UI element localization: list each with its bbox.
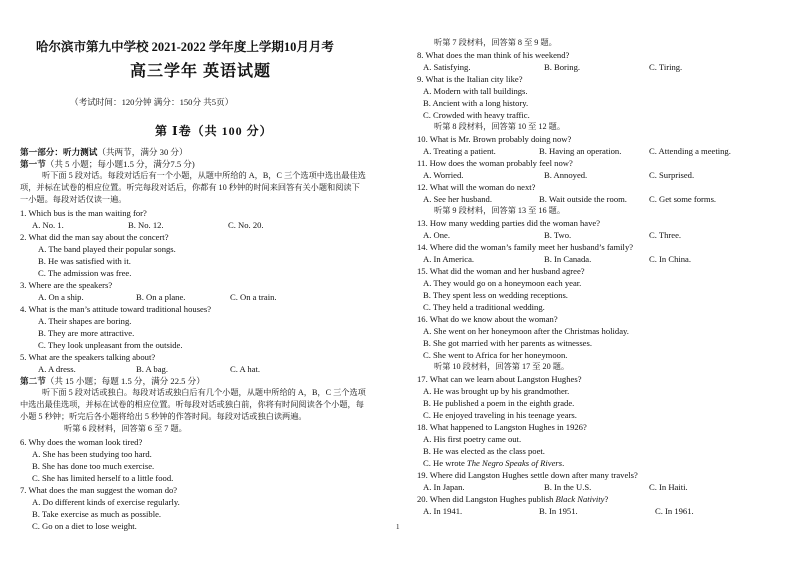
listening-instruction: 听第 7 段材料，回答第 8 至 9 题。	[434, 38, 557, 47]
q16-option-b[interactable]: B. She got married with her parents as witnesses.	[423, 338, 592, 348]
q7-option-c[interactable]: C. Go on a diet to lose weight.	[32, 521, 137, 531]
sec2-label: 第二节	[20, 376, 46, 386]
part1-rest: （共两节，满分 30 分）	[97, 147, 188, 157]
question-16: 16. What do we know about the woman?	[417, 314, 558, 324]
q9-option-b[interactable]: B. Ancient with a long history.	[423, 98, 529, 108]
q3-option-b[interactable]: B. On a plane.	[136, 292, 186, 302]
part1-heading	[20, 147, 188, 157]
q15-option-a[interactable]: A. They would go on a honeymoon each year.	[423, 278, 582, 288]
sec1-instruction-line: 听下面 5 段对话。每段对话后有一个小题，从题中所给的 A，B，C 三个选项中选出最佳选	[42, 171, 366, 180]
q13-option-a[interactable]: A. One.	[423, 230, 450, 240]
q4-option-c[interactable]: C. They look unpleasant from the outside.	[38, 340, 183, 350]
q18-c-title: The Negro Speaks of Rivers	[466, 458, 563, 468]
q4-option-b[interactable]: B. They are more attractive.	[38, 328, 135, 338]
q4-option-a[interactable]: A. Their shapes are boring.	[38, 316, 132, 326]
sec1-label: 第一节	[20, 159, 46, 169]
question-4: 4. What is the man’s attitude toward traditional houses?	[20, 304, 212, 314]
sec2-instruction-line: 听下面 5 段对话或独白。每段对话或独白后有几个小题，从题中所给的 A，B，C 三个选项	[42, 388, 366, 397]
q17-option-c[interactable]: C. He enjoyed traveling in his teenage years.	[423, 410, 577, 420]
question-13: 13. How many wedding parties did the woman have?	[417, 218, 601, 228]
q16-option-a[interactable]: A. She went on her honeymoon after the Christmas holiday.	[423, 326, 629, 336]
q20-option-b[interactable]: B. In 1951.	[539, 506, 578, 516]
q12-option-b[interactable]: B. Wait outside the room.	[539, 194, 627, 204]
q17-option-a[interactable]: A. He was brought up by his grandmother.	[423, 386, 570, 396]
q12-option-a[interactable]: A. See her husband.	[423, 194, 492, 204]
section-title: 第 Ⅰ卷（共 100 分）	[155, 124, 273, 138]
q1-option-b[interactable]: B. No. 12.	[128, 220, 164, 230]
q18-option-c[interactable]	[423, 458, 564, 468]
sec1-heading	[20, 159, 195, 169]
sec2-rest: （共 15 小题；每题 1.5 分，满分 22.5 分）	[45, 376, 205, 386]
q20-option-a[interactable]: A. In 1941.	[423, 506, 463, 516]
q6-option-b[interactable]: B. She has done too much exercise.	[32, 461, 155, 471]
q7-option-b[interactable]: B. Take exercise as much as possible.	[32, 509, 162, 519]
question-10: 10. What is Mr. Brown probably doing now?	[417, 134, 572, 144]
question-6: 6. Why does the woman look tired?	[20, 437, 143, 447]
sec2-heading	[20, 376, 205, 386]
q7-option-a[interactable]: A. Do different kinds of exercise regularly.	[32, 497, 180, 507]
sec2-instruction-line: 中选出最佳选项，并标在试卷的相应位置。听每段对话或独白前，你将有时间阅读各个小题，每	[20, 400, 364, 409]
part1-label: 第一部分：听力测试	[20, 147, 98, 157]
listening-instruction: 听第 10 段材料，回答第 17 至 20 题。	[434, 362, 570, 371]
q8-option-b[interactable]: B. Boring.	[544, 62, 581, 72]
q14-option-b[interactable]: B. In Canada.	[544, 254, 592, 264]
q14-option-c[interactable]: C. In China.	[649, 254, 692, 264]
question-1: 1. Which bus is the man waiting for?	[20, 208, 147, 218]
question-11: 11. How does the woman probably feel now?	[417, 158, 573, 168]
sec1-instruction-line: 一小题。每段对话仅读一遍。	[20, 195, 127, 204]
q18-c-prefix: C. He wrote	[423, 458, 467, 468]
q5-option-a[interactable]: A. A dress.	[38, 364, 76, 374]
q11-option-a[interactable]: A. Worried.	[423, 170, 464, 180]
q6-option-c[interactable]: C. She has limited herself to a little food.	[32, 473, 174, 483]
question-2: 2. What did the man say about the concert?	[20, 232, 169, 242]
q5-option-c[interactable]: C. A hat.	[230, 364, 261, 374]
q12-option-c[interactable]: C. Get some forms.	[649, 194, 717, 204]
question-9: 9. What is the Italian city like?	[417, 74, 523, 84]
question-18: 18. What happened to Langston Hughes in 1926?	[417, 422, 587, 432]
q2-option-a[interactable]: A. The band played their popular songs.	[38, 244, 176, 254]
q8-option-a[interactable]: A. Satisfying.	[423, 62, 471, 72]
exam-info: （考试时间：120分钟 满分：150分 共5页）	[70, 97, 234, 107]
q16-option-c[interactable]: C. She went to Africa for her honeymoon.	[423, 350, 568, 360]
sec2-instruction-line: 小题 5 秒钟；听完后各小题将给出 5 秒钟的作答时间。每段对话或独白读两遍。	[20, 412, 307, 421]
q6-option-a[interactable]: A. She has been studying too hard.	[32, 449, 152, 459]
page-number: 1	[396, 523, 400, 531]
q8-option-c[interactable]: C. Tiring.	[649, 62, 683, 72]
question-14: 14. Where did the woman’s family meet her husband’s family?	[417, 242, 634, 252]
q20-prefix: 20. When did Langston Hughes publish	[417, 494, 556, 504]
q18-c-suffix: .	[562, 458, 565, 468]
q20-title: Black Nativity	[555, 494, 605, 504]
q17-option-b[interactable]: B. He published a poem in the eighth grade.	[423, 398, 575, 408]
q20-option-c[interactable]: C. In 1961.	[655, 506, 694, 516]
question-20	[417, 494, 608, 504]
q2-option-c[interactable]: C. The admission was free.	[38, 268, 132, 278]
q19-option-a[interactable]: A. In Japan.	[423, 482, 465, 492]
q13-option-c[interactable]: C. Three.	[649, 230, 682, 240]
question-17: 17. What can we learn about Langston Hughes?	[417, 374, 582, 384]
exam-title: 哈尔滨市第九中学校 2021-2022 学年度上学期10月月考	[36, 40, 334, 54]
question-5: 5. What are the speakers talking about?	[20, 352, 156, 362]
q11-option-b[interactable]: B. Annoyed.	[544, 170, 588, 180]
q20-suffix: ?	[604, 494, 609, 504]
q1-option-c[interactable]: C. No. 20.	[228, 220, 264, 230]
q15-option-b[interactable]: B. They spent less on wedding receptions.	[423, 290, 568, 300]
q19-option-b[interactable]: B. In the U.S.	[544, 482, 592, 492]
question-15: 15. What did the woman and her husband agree?	[417, 266, 585, 276]
q5-option-b[interactable]: B. A bag.	[136, 364, 168, 374]
question-8: 8. What does the man think of his weekend?	[417, 50, 570, 60]
listening-instruction: 听第 8 段材料，回答第 10 至 12 题。	[434, 122, 566, 131]
q14-option-a[interactable]: A. In America.	[423, 254, 475, 264]
question-7: 7. What does the man suggest the woman do?	[20, 485, 178, 495]
listening-instruction: 听第 9 段材料，回答第 13 至 16 题。	[434, 206, 566, 215]
exam-subtitle: 高三学年 英语试题	[130, 63, 272, 80]
question-3: 3. Where are the speakers?	[20, 280, 113, 290]
q10-option-c[interactable]: C. Attending a meeting.	[649, 146, 731, 156]
sec1-rest: （共 5 小题；每小题1.5 分，满分7.5 分)	[45, 159, 195, 169]
q18-option-b[interactable]: B. He was elected as the class poet.	[423, 446, 545, 456]
sec1-instruction-line: 项，并标在试卷的相应位置。听完每段对话后，你都有 10 秒钟的时间来回答有关小题和阅读下	[20, 183, 360, 192]
q10-option-b[interactable]: B. Having an operation.	[539, 146, 622, 156]
q19-option-c[interactable]: C. In Haiti.	[649, 482, 688, 492]
listening-instruction: 听第 6 段材料，回答第 6 至 7 题。	[64, 424, 187, 433]
q3-option-a[interactable]: A. On a ship.	[38, 292, 84, 302]
q9-option-c[interactable]: C. Crowded with heavy traffic.	[423, 110, 530, 120]
q1-option-a[interactable]: A. No. 1.	[32, 220, 64, 230]
question-12: 12. What will the woman do next?	[417, 182, 536, 192]
q3-option-c[interactable]: C. On a train.	[230, 292, 277, 302]
q9-option-a[interactable]: A. Modern with tall buildings.	[423, 86, 528, 96]
q15-option-c[interactable]: C. They held a traditional wedding.	[423, 302, 545, 312]
q11-option-c[interactable]: C. Surprised.	[649, 170, 695, 180]
q13-option-b[interactable]: B. Two.	[544, 230, 572, 240]
q18-option-a[interactable]: A. His first poetry came out.	[423, 434, 522, 444]
q2-option-b[interactable]: B. He was satisfied with it.	[38, 256, 131, 266]
q10-option-a[interactable]: A. Treating a patient.	[423, 146, 496, 156]
question-19: 19. Where did Langston Hughes settle down after many travels?	[417, 470, 638, 480]
